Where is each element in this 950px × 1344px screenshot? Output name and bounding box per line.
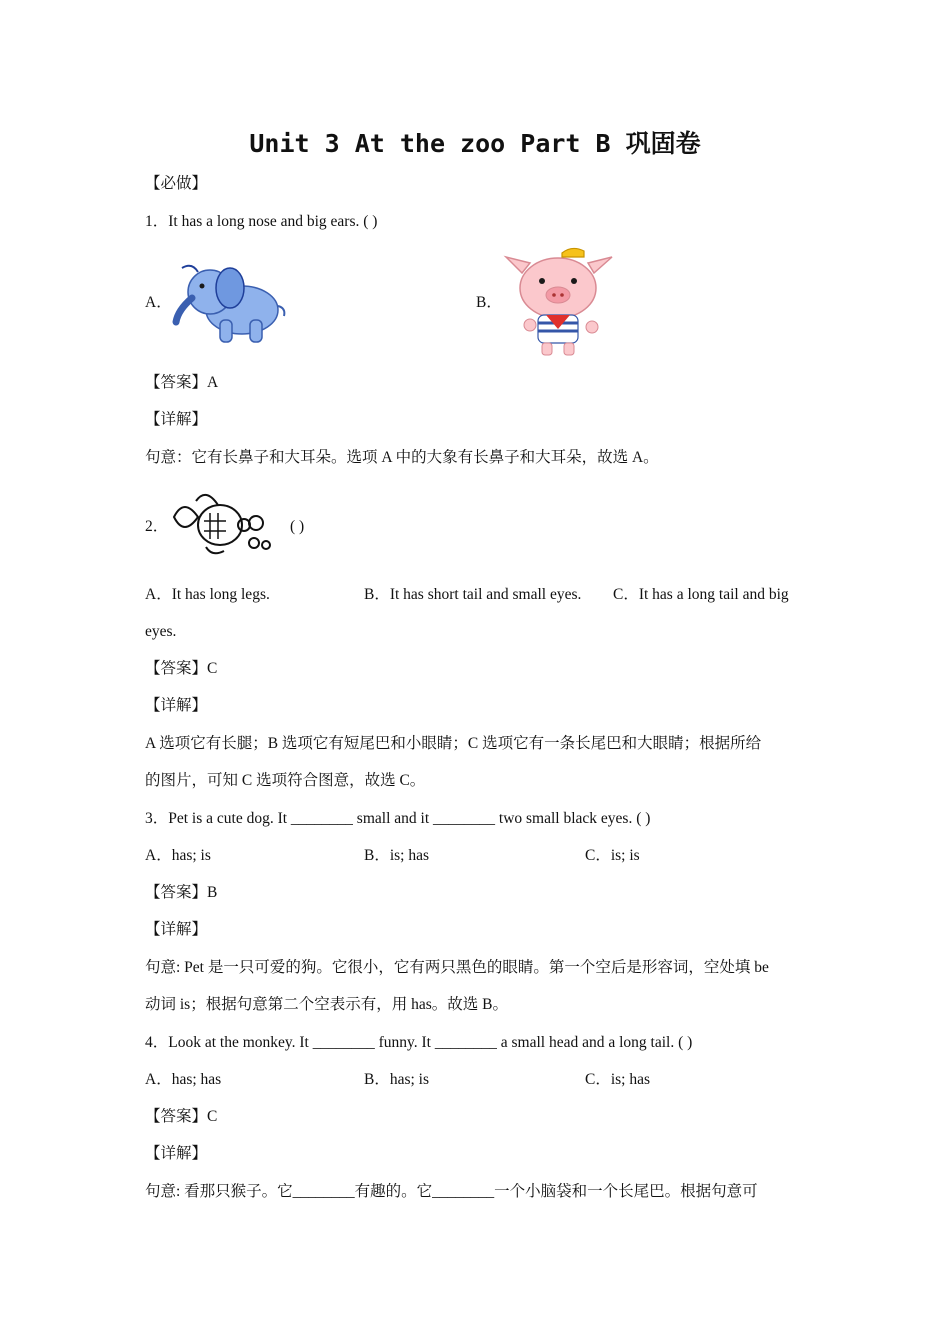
q4-option-a: A．has; has (145, 1071, 222, 1088)
pig-image (500, 243, 618, 359)
q3-option-b: B．is; has (364, 847, 430, 864)
q1-stem: 1．It has a long nose and big ears. ( ) (145, 213, 378, 230)
q2-detail-line-2: 的图片，可知 C 选项符合图意，故选 C。 (145, 772, 426, 789)
q3-stem: 3．Pet is a cute dog. It ________ small and it ________ two small black eyes. ( ) (145, 810, 651, 827)
fish-drawing (170, 487, 278, 561)
q2-paren: ( ) (290, 518, 305, 535)
elephant-image (170, 258, 292, 348)
page-title: Unit 3 At the zoo Part B 巩固卷 (249, 129, 701, 158)
q3-option-c: C．is; is (585, 847, 640, 864)
q3-detail-line-2: 动词 is；根据句意第二个空表示有，用 has。故选 B。 (145, 996, 508, 1013)
q4-option-b: B．has; is (364, 1071, 430, 1088)
q2-answer: 【答案】C (145, 660, 218, 677)
q1-detail-label: 【详解】 (145, 411, 208, 428)
q1-option-a-label: A． (145, 294, 172, 311)
q1-answer: 【答案】A (145, 374, 219, 391)
q4-detail-label: 【详解】 (145, 1145, 208, 1162)
q2-option-c-continued: eyes. (145, 623, 177, 640)
q2-detail-line-1: A 选项它有长腿；B 选项它有短尾巴和小眼睛；C 选项它有一条长尾巴和大眼睛；根据所给 (145, 735, 762, 752)
q3-detail-label: 【详解】 (145, 921, 208, 938)
section-label: 【必做】 (145, 175, 208, 192)
q3-option-a: A．has; is (145, 847, 211, 864)
q4-answer: 【答案】C (145, 1108, 218, 1125)
q2-option-b: B．It has short tail and small eyes. (364, 586, 582, 603)
q4-option-c: C．is; has (585, 1071, 651, 1088)
q2-detail-label: 【详解】 (145, 697, 208, 714)
q2-number: 2． (145, 518, 169, 535)
q4-stem: 4．Look at the monkey. It ________ funny. It ________ a small head and a long tail. ( ) (145, 1034, 693, 1051)
q4-detail-line-1: 句意: 看那只猴子。它________有趣的。它________一个小脑袋和一个长尾巴。根据句意可 (145, 1183, 758, 1200)
q2-option-a: A．It has long legs. (145, 586, 270, 603)
q1-option-b-label: B． (476, 294, 502, 311)
q1-detail: 句意：它有长鼻子和大耳朵。选项 A 中的大象有长鼻子和大耳朵，故选 A。 (145, 449, 659, 466)
q3-detail-line-1: 句意: Pet 是一只可爱的狗。它很小，它有两只黑色的眼睛。第一个空后是形容词，空处填 be (145, 959, 769, 976)
q2-option-c: C．It has a long tail and big (613, 586, 789, 603)
q3-answer: 【答案】B (145, 884, 218, 901)
